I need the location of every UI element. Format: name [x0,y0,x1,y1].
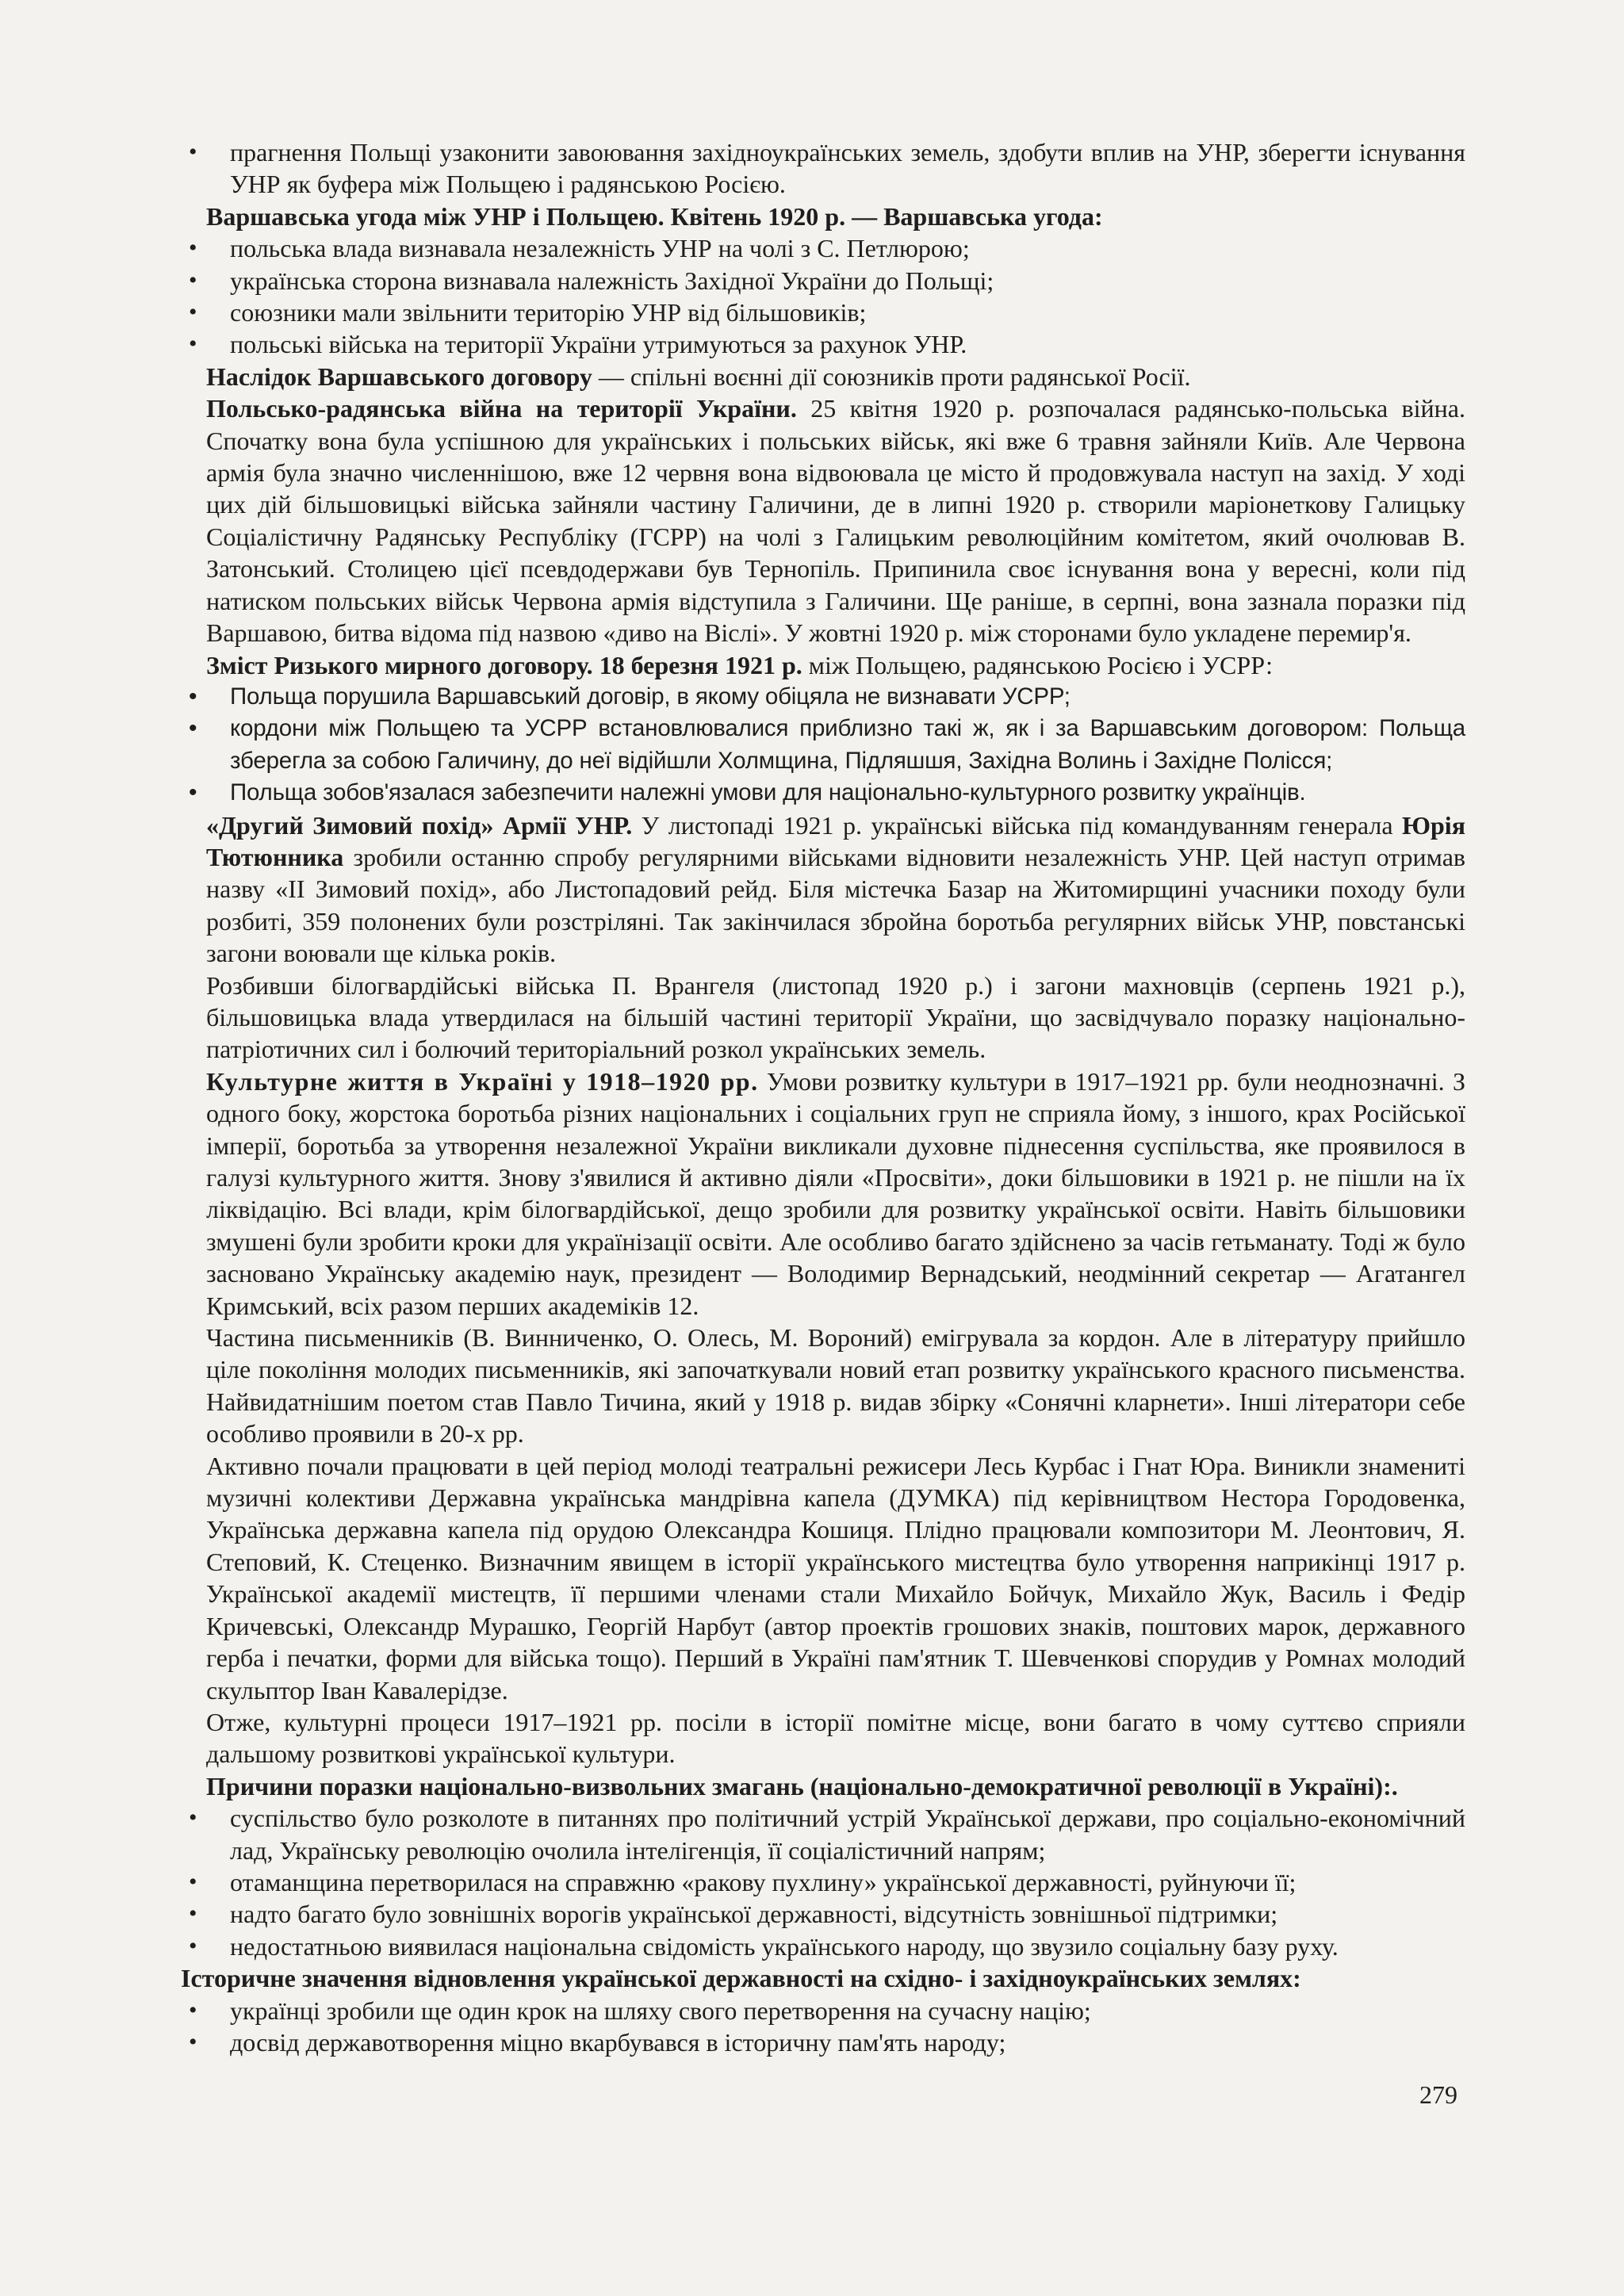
list-item [181,713,1465,777]
bullet-list [181,136,1465,201]
paragraph-text: Отже, культурні процеси 1917–1921 рр. посіли в історії помітне місце, вони багато в чому суттєво сприяли дальшому розвиткові української культури. [206,1707,1465,1769]
bullet-icon: • [189,139,197,165]
paragraph-text: між Польщею, радянською Росією і УСРР: [802,650,1274,679]
bullet-icon: • [189,1804,197,1831]
paragraph-text: — спільні воєнні дії союзників проти радянської Росії. [592,362,1191,391]
paragraph [181,1706,1465,1770]
section-heading: Варшавська угода між УНР і Польщею. Квітень 1920 р. — Варшавська угода: [206,201,1103,231]
bullet-icon: • [189,1996,197,2023]
list-item-text: недостатньою виявилася національна свідомість українського народу, що звузило соціальну базу руху. [230,1931,1339,1961]
bullet-list [181,1802,1465,1962]
bullet-list [181,1995,1465,2059]
bullet-list [181,681,1465,809]
section-paragraph [181,392,1465,649]
list-item [181,232,1465,264]
bullet-icon: • [189,1932,197,1959]
bullet-icon: • [189,2028,197,2055]
list-item-text: союзники мали звільнити територію УНР від більшовиків; [230,298,867,327]
list-item-text: отаманщина перетворилася на справжню «ракову пухлину» української державності, руйнуючи її; [230,1867,1297,1896]
section-paragraph [181,361,1465,392]
paragraph-text: 25 квітня 1920 р. розпочалася радянсько-польська війна. Спочатку вона була успішною для українських і польських військ, які вже 6 травня зайняли Київ. Але Червона армія була значно численнішою, вже 12 червня вона відвоювала це місто й продовжувала наступ на захід. У ході цих дій більшовицькі війська зайняли частину Галичини, де в липні 1920 р. створили маріонеткову Галицьку Соціалістичну Радянську Республіку (ГСРР) на чолі з Галицьким революційним комітетом, який очолював В. Затонський. Столицею цієї псевдодержави був Тернопіль. Припинила своє існування вона у вересні, коли під натиском польських військ Червона армія відступила з Галичини. Ще раніше, в серпні, вона зазнала поразки під Варшавою, битва відома під назвою «диво на Віслі». У жовтні 1920 р. між сторонами було укладене перемир'я. [206,394,1466,648]
paragraph [181,1322,1465,1450]
paragraph-text: зробили останню спробу регулярними військами відновити незалежність УНР. Цей наступ отримав назву «ІІ Зимовий похід», або Листопадовий рейд. Біля містечка Базар на Житомирщині учасники походу були розбиті, 359 полонених були розстріляні. Так закінчилася збройна боротьба регулярних військ УНР, повстанські загони воювали ще кілька років. [206,842,1465,968]
list-item-text: польська влада визнавала незалежність УНР на чолі з С. Петлюрою; [230,234,970,263]
bullet-icon: • [189,1900,197,1927]
section-paragraph [181,201,1465,232]
section-paragraph [181,1962,1465,1994]
list-item-text: суспільство було розколоте в питаннях про політичний устрій Української держави, про соціально-економічний лад, Українську революцію очолила інтелігенція, її соціалістичний напрям; [230,1804,1465,1865]
section-heading: Наслідок Варшавського договору [206,362,592,391]
section-heading: Причини поразки національно-визвольних змагань (національно-демократичної революції в Україні):. [206,1771,1398,1800]
list-item [181,681,1465,713]
bullet-icon: • [189,235,197,262]
bullet-icon: • [189,715,197,742]
page-number: 279 [1419,2080,1457,2109]
list-item [181,777,1465,809]
section-heading: Зміст Ризького мирного договору. 18 березня 1921 р. [206,650,802,679]
list-item [181,265,1465,297]
list-item [181,297,1465,328]
section-heading: «Другий Зимовий похід» Армії УНР. [206,810,633,840]
bullet-icon: • [189,1868,197,1895]
emphasized-name: Юрія Тютюнника [206,810,1465,871]
bullet-list [181,232,1465,361]
bullet-icon: • [189,331,197,358]
section-heading: Культурне життя в Україні у 1918–1920 рр. [206,1066,759,1096]
section-heading: Історичне значення відновлення української державності на східно- і західноукраїнських землях: [181,1964,1301,1993]
paragraph-text: Активно почали працювати в цей період молоді театральні режисери Лесь Курбас і Гнат Юра. Виникли знамениті музичні колективи Державна українська мандрівна капела (ДУМКА) під керівництвом Нестора Городовенка, Українська державна капела під орудою Олександра Кошиця. Плідно працювали композитори М. Леонтович, Я. Степовий, К. Стеценко. Визначним явищем в історії українського мистецтва було утворення наприкінці 1917 р. Української академії мистецтв, її першими членами стали Михайло Бойчук, Михайло Жук, Василь і Федір Кричевські, Олександр Мурашко, Георгій Нарбут (автор проектів грошових знаків, поштових марок, державного герба і печатки, форми для війська тощо). Перший в Україні пам'ятник Т. Шевченкові спорудив у Ромнах молодий скульптор Іван Кавалерідзе. [206,1451,1465,1705]
list-item [181,1995,1465,2026]
list-item [181,1866,1465,1898]
list-item [181,1931,1465,1962]
list-item [181,328,1465,360]
list-item-text: Польща порушила Варшавський договір, в якому обіцяла не визнавати УСРР; [230,683,1071,710]
section-paragraph [181,1770,1465,1802]
bullet-icon: • [189,266,197,293]
list-item [181,1802,1465,1866]
section-paragraph [181,809,1465,970]
list-item [181,1898,1465,1930]
bullet-icon: • [189,299,197,326]
list-item-text: надто багато було зовнішніх ворогів української державності, відсутність зовнішньої підтримки; [230,1900,1278,1929]
list-item-text: українці зробили ще один крок на шляху свого перетворення на сучасну націю; [230,1996,1091,2025]
paragraph [181,1450,1465,1706]
bullet-icon: • [189,779,197,806]
paragraph-text: Умови розвитку культури в 1917–1921 рр. були неоднозначні. З одного боку, жорстока боротьба різних національних і соціальних груп не сприяла йому, з іншого, крах Російської імперії, боротьба за утворення незалежної України викликали духовне піднесення суспільства, яке проявилося в галузі культурного життя. Знову з'явилися й активно діяли «Просвіти», доки більшовики в 1921 р. не пішли на їх ліквідацію. Всі влади, крім білогвардійської, дещо зробили для розвитку української освіти. Навіть більшовики змушені були зробити кроки для українізації освіти. Але особливо багато здійснено за часів гетьманату. Тоді ж було засновано Українську академію наук, президент — Володимир Вернадський, неодмінний секретар — Агатангел Кримський, всіх разом перших академіків 12. [206,1066,1466,1320]
section-paragraph [181,649,1465,681]
list-item [181,2026,1465,2058]
paragraph-text: Розбивши білогвардійські війська П. Врангеля (листопад 1920 р.) і загони махновців (серпень 1921 р.), більшовицька влада утвердилася на більшій частині території України, що засвідчувало поразку національно-патріотичних сил і болючий територіальний розкол українських земель. [206,970,1465,1064]
list-item-text: прагнення Польщі узаконити завоювання західноукраїнських земель, здобути вплив на УНР, зберегти існування УНР як буфера між Польщею і радянською Росією. [230,138,1465,199]
list-item-text: Польща зобов'язалася забезпечити належні умови для національно-культурного розвитку українців. [230,779,1306,806]
list-item-text: польські війська на території України утримуються за рахунок УНР. [230,330,967,359]
list-item-text: українська сторона визнавала належність Західної України до Польщі; [230,266,994,295]
list-item-text: досвід державотворення міцно вкарбувався в історичну пам'ять народу; [230,2027,1006,2057]
list-item-text: кордони між Польщею та УСРР встановлювалися приблизно такі ж, як і за Варшавським договором: Польща зберегла за собою Галичину, до неї відійшли Холмщина, Підляшшя, Західна Волинь і Західне Полісся; [230,715,1465,774]
paragraph-text: Частина письменників (В. Винниченко, О. Олесь, М. Вороний) емігрувала за кордон. Але в літературу прийшло ціле покоління молодих письменників, які започаткували новий етап розвитку українського красного письменства. Найвидатнішим поетом став Павло Тичина, який у 1918 р. видав збірку «Сонячні кларнети». Інші літератори себе особливо проявили в 20-х рр. [206,1323,1465,1448]
page-body [181,136,1465,2058]
section-paragraph [181,1066,1465,1322]
paragraph [181,970,1465,1066]
bullet-icon: • [189,683,197,710]
paragraph-text: У листопаді 1921 р. українські війська під командуванням генерала [632,810,1402,840]
section-heading: Польсько-радянська війна на території України. [206,394,797,423]
list-item [181,136,1465,201]
